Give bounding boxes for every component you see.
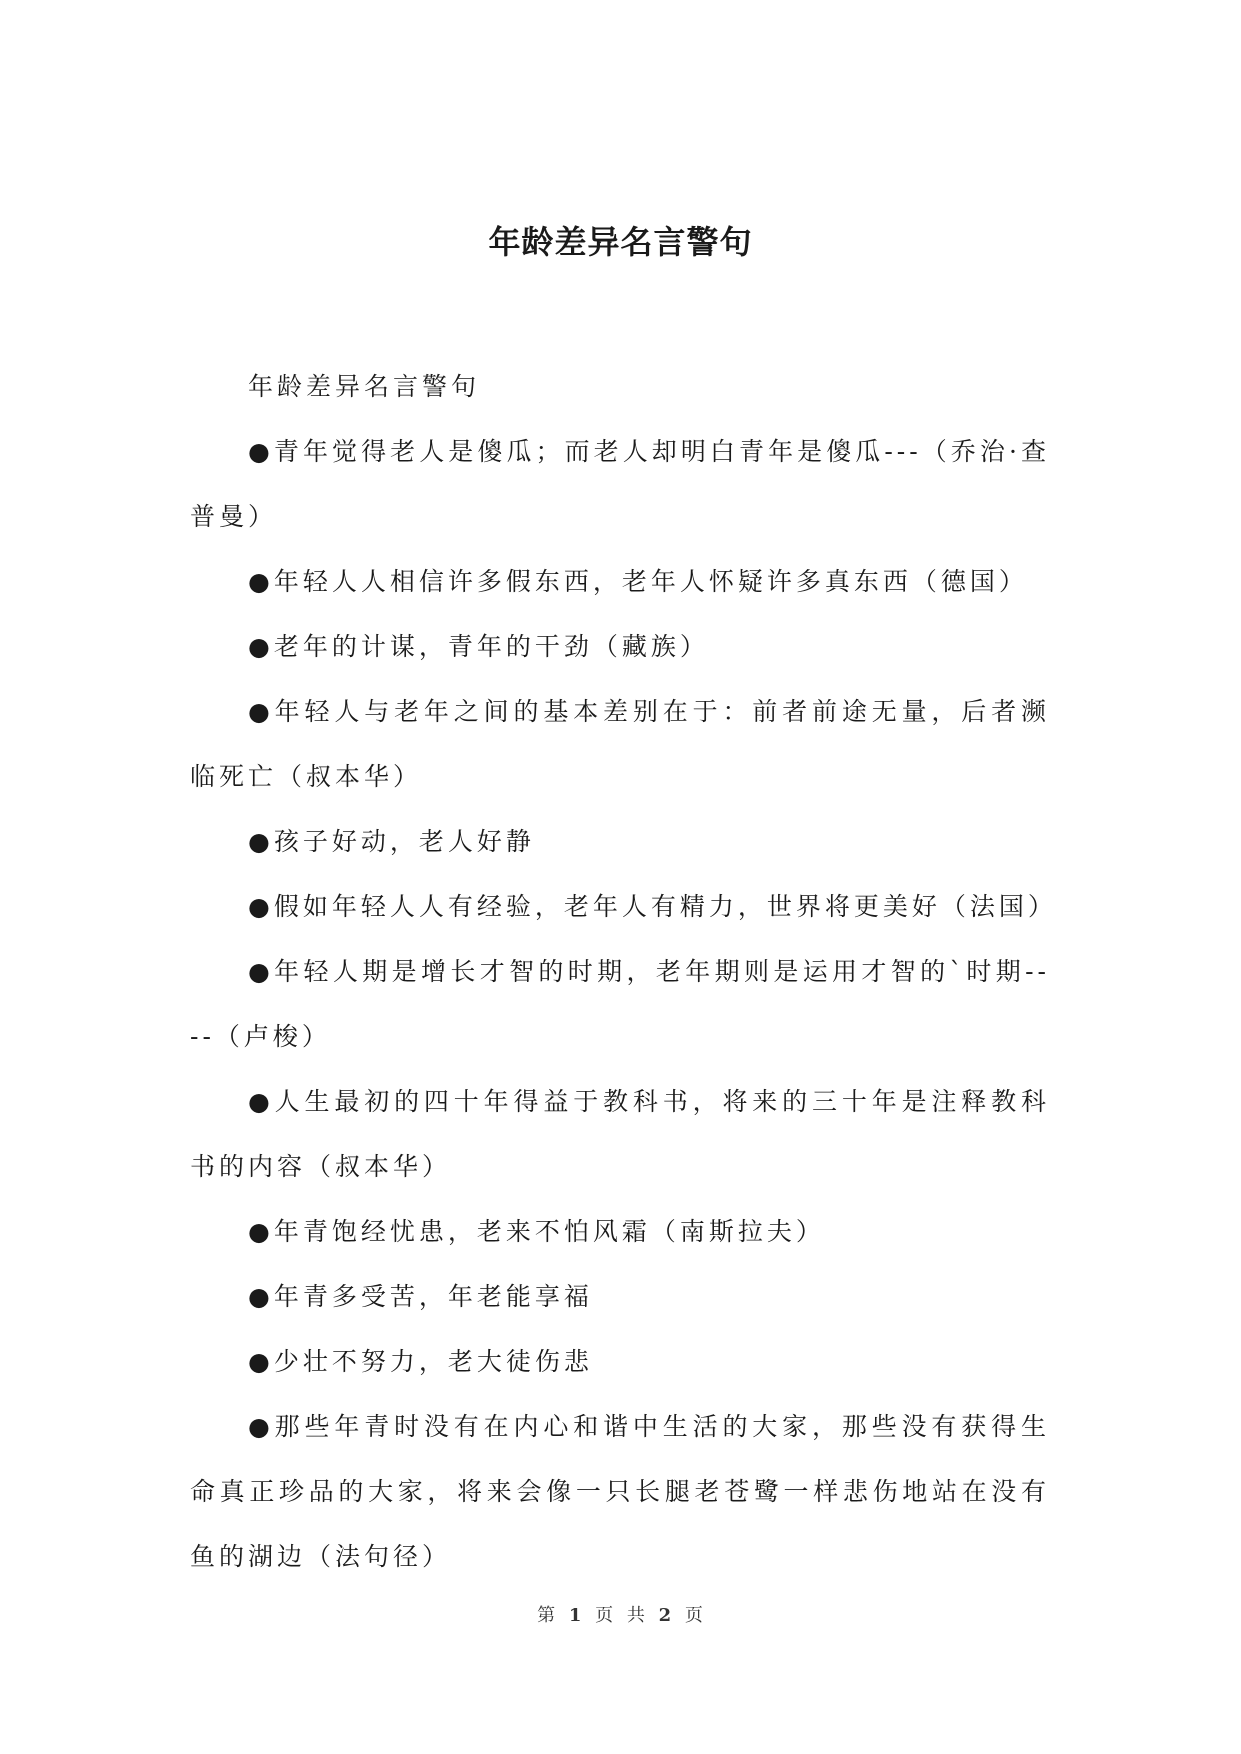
document-body <box>190 354 1057 1589</box>
quote-item: ●年青多受苦，年老能享福 <box>248 1282 593 1311</box>
quote-item: ●年青饱经忧患，老来不怕风霜（南斯拉夫） <box>248 1217 825 1246</box>
quote-item: ●那些年青时没有在内心和谐中生活的大家，那些没有获得生命真正珍品的大家，将来会像一只长腿老苍鹭一样悲伤地站在没有鱼的湖边（法句径） <box>190 1412 1050 1571</box>
footer-total-pages: 2 <box>658 1605 673 1626</box>
quote-item: ●年轻人人相信许多假东西，老年人怀疑许多真东西（德国） <box>248 567 1028 596</box>
quote-item: ●老年的计谋，青年的干劲（藏族） <box>248 632 709 661</box>
footer-suffix: 页 <box>684 1605 704 1626</box>
footer-middle1: 页 <box>595 1605 615 1626</box>
paragraph-heading: 年龄差异名言警句 <box>248 372 481 401</box>
quote-item: ●年轻人与老年之间的基本差别在于：前者前途无量，后者濒临死亡（叔本华） <box>190 697 1050 791</box>
quote-item: ●少壮不努力，老大徒伤悲 <box>248 1347 593 1376</box>
page-footer <box>0 1604 1241 1628</box>
footer-prefix: 第 <box>537 1605 557 1626</box>
footer-page-number: 1 <box>568 1605 583 1626</box>
quote-item: ●人生最初的四十年得益于教科书，将来的三十年是注释教科书的内容（叔本华） <box>190 1087 1050 1181</box>
quote-item: ●孩子好动，老人好静 <box>248 827 535 856</box>
quote-item: ●青年觉得老人是傻瓜；而老人却明白青年是傻瓜---（乔治·查普曼） <box>190 437 1050 531</box>
quote-item: ●年轻人期是增长才智的时期，老年期则是运用才智的`时期----（卢梭） <box>190 957 1050 1051</box>
footer-middle2: 共 <box>626 1605 646 1626</box>
quote-item: ●假如年轻人人有经验，老年人有精力，世界将更美好（法国） <box>248 892 1057 921</box>
document-title: 年龄差异名言警句 <box>488 223 753 261</box>
